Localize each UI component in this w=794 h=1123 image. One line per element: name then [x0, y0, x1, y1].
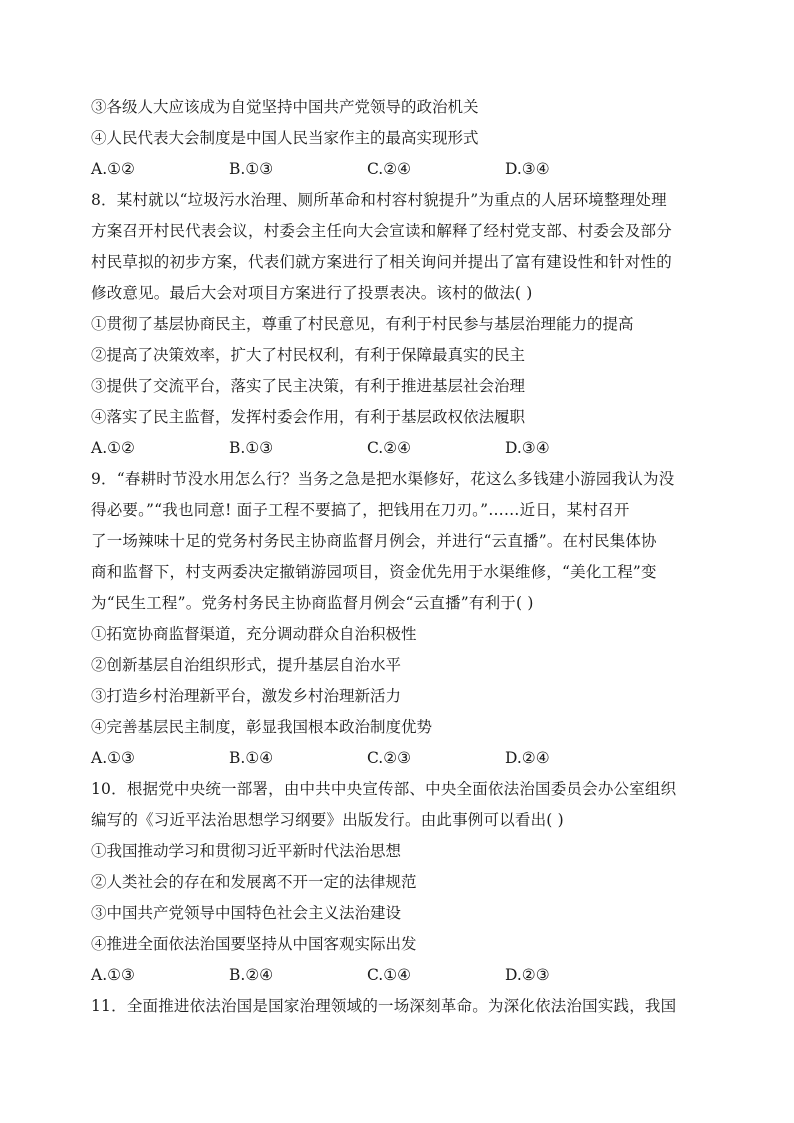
- q9-stem-line: 为“民生工程”。党务村务民主协商监督月例会“云直播”有利于( ): [91, 594, 534, 612]
- q10-item-3: ③中国共产党领导中国特色社会主义法治建设: [91, 904, 402, 922]
- q8-item-3: ③提供了交流平台，落实了民主决策，有利于推进基层社会治理: [91, 377, 526, 395]
- q9-stem-line: 9．“春耕时节没水用怎么行？当务之急是把水渠修好，花这么多钱建小游园我认为没: [91, 470, 675, 488]
- q10-stem-line: 编写的《习近平法治思想学习纲要》出版发行。由此事例可以看出( ): [91, 811, 564, 829]
- q8-stem-line: 村民草拟的初步方案，代表们就方案进行了相关询问并提出了富有建设性和针对性的: [91, 253, 672, 271]
- prev-item-3: ③各级人大应该成为自觉坚持中国共产党领导的政治机关: [91, 98, 479, 116]
- q10-item-2: ②人类社会的存在和发展离不开一定的法律规范: [91, 873, 417, 891]
- q8-item-4: ④落实了民主监督，发挥村委会作用，有利于基层政权依法履职: [91, 408, 526, 426]
- option-b: B.①③: [229, 439, 274, 457]
- q9-stem-line: 商和监督下，村支两委决定撤销游园项目，资金优先用于水渠维修，“美化工程”变: [91, 563, 657, 581]
- option-d: D.③④: [505, 160, 550, 178]
- q8-item-1: ①贯彻了基层协商民主，尊重了村民意见，有利于村民参与基层治理能力的提高: [91, 315, 634, 333]
- q10-item-4: ④推进全面依法治国要坚持从中国客观实际出发: [91, 935, 417, 953]
- question-content: [91, 92, 705, 1022]
- q10-stem-line: 10．根据党中央统一部署，由中共中央宣传部、中央全面依法治国委员会办公室组织: [91, 780, 677, 798]
- q9-item-1: ①拓宽协商监督渠道，充分调动群众自治积极性: [91, 625, 417, 643]
- q8-stem-line: 8．某村就以“垃圾污水治理、厕所革命和村容村貌提升”为重点的人居环境整理处理: [91, 191, 667, 209]
- option-b: B.②④: [229, 966, 274, 984]
- option-c: C.②④: [367, 439, 412, 457]
- q9-item-3: ③打造乡村治理新平台，激发乡村治理新活力: [91, 687, 402, 705]
- q9-item-4: ④完善基层民主制度，彰显我国根本政治制度优势: [91, 718, 433, 736]
- option-a: A.①②: [91, 439, 135, 457]
- option-d: D.②③: [505, 966, 550, 984]
- q8-stem-line: 修改意见。最后大会对项目方案进行了投票表决。该村的做法( ): [91, 284, 533, 302]
- q8-item-2: ②提高了决策效率，扩大了村民权利，有利于保障最真实的民主: [91, 346, 526, 364]
- option-c: C.②③: [367, 749, 412, 767]
- prev-options: [91, 154, 705, 185]
- q8-options: [91, 433, 705, 464]
- option-a: A.①③: [91, 749, 135, 767]
- q9-options: [91, 743, 705, 774]
- option-c: C.②④: [367, 160, 412, 178]
- q9-stem-line: 得必要。”“我也同意! 面子工程不要搞了，把钱用在刀刃。”……近日，某村召开: [91, 501, 630, 519]
- option-c: C.①④: [367, 966, 412, 984]
- prev-item-4: ④人民代表大会制度是中国人民当家作主的最高实现形式: [91, 129, 479, 147]
- q8-stem-line: 方案召开村民代表会议，村委会主任向大会宣读和解释了经村党支部、村委会及部分: [91, 222, 672, 240]
- option-a: A.①③: [91, 966, 135, 984]
- q10-item-1: ①我国推动学习和贯彻习近平新时代法治思想: [91, 842, 402, 860]
- option-d: D.③④: [505, 439, 550, 457]
- option-a: A.①②: [91, 160, 135, 178]
- option-d: D.②④: [505, 749, 550, 767]
- q11-stem-line: 11．全面推进依法治国是国家治理领域的一场深刻革命。为深化依法治国实践，我国: [91, 997, 677, 1015]
- q9-item-2: ②创新基层自治组织形式，提升基层自治水平: [91, 656, 402, 674]
- q10-options: [91, 960, 705, 991]
- q9-stem-line: 了一场辣味十足的党务村务民主协商监督月例会，并进行“云直播”。在村民集体协: [91, 532, 657, 550]
- option-b: B.①④: [229, 749, 274, 767]
- option-b: B.①③: [229, 160, 274, 178]
